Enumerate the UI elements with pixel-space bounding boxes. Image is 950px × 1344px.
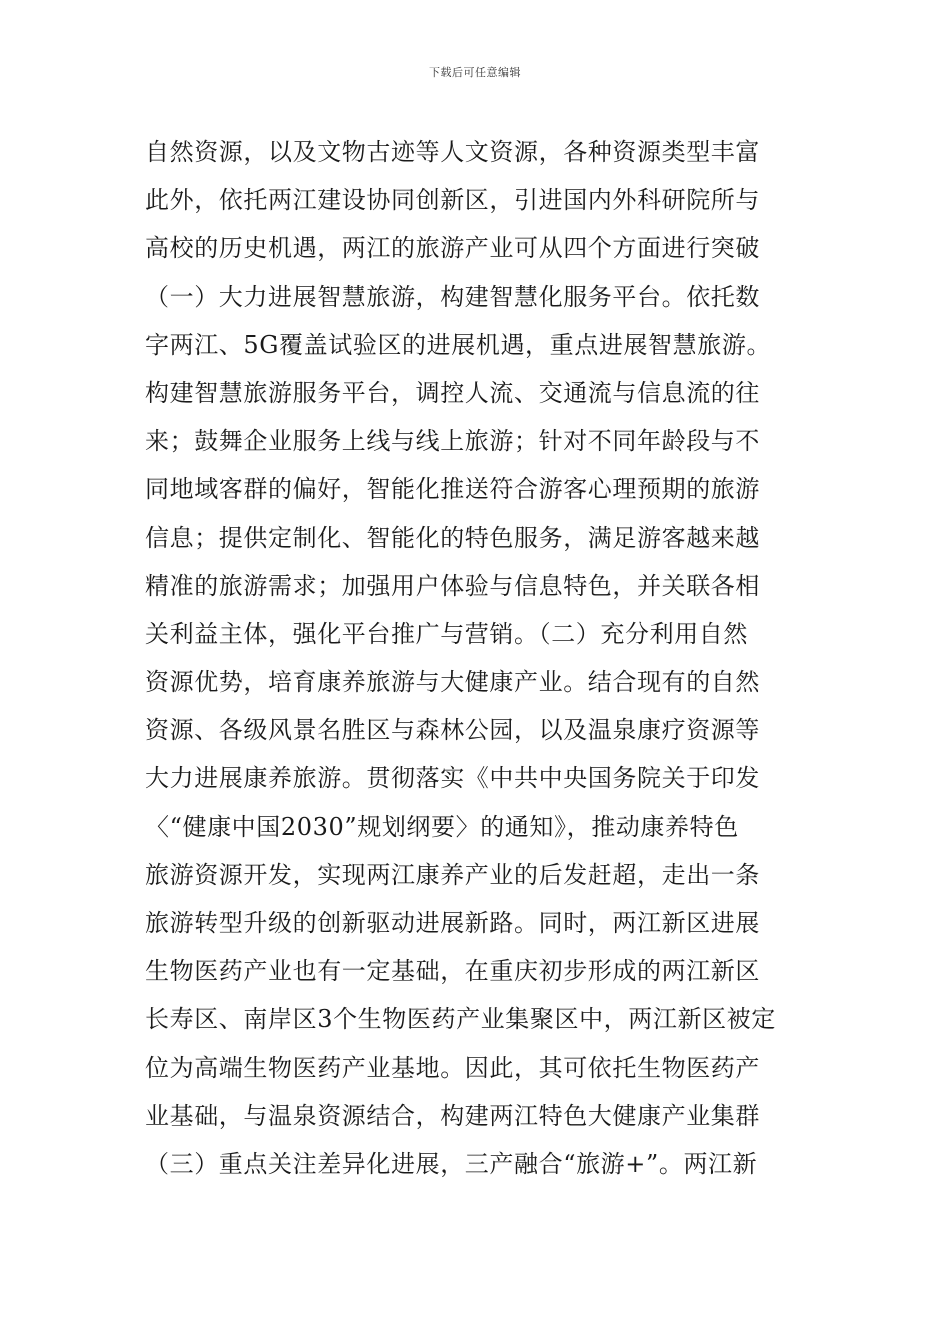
text-line: 关利益主体，强化平台推广与营销。（二）充分利用自然 — [145, 619, 748, 648]
text-line: 位为高端生物医药产业基地。因此，其可依托生物医药产 — [145, 1053, 760, 1082]
text-line: （三）重点关注差异化进展，三产融合“旅游+”。两江新 — [145, 1149, 758, 1178]
text-line: 自然资源，以及文物古迹等人文资源，各种资源类型丰富 — [145, 138, 760, 166]
text-line: 资源优势，培育康养旅游与大健康产业。结合现有的自然 — [145, 668, 760, 697]
text-line: 长寿区、南岸区3个生物医药产业集聚区中，两江新区被定 — [145, 1005, 776, 1034]
text-line: 来；鼓舞企业服务上线与线上旅游；针对不同年龄段与不 — [145, 427, 760, 456]
text-line: 高校的历史机遇，两江的旅游产业可从四个方面进行突破 — [145, 234, 760, 263]
text-line: （一）大力进展智慧旅游，构建智慧化服务平台。依托数 — [145, 282, 760, 311]
text-line: 旅游转型升级的创新驱动进展新路。同时，两江新区进展 — [145, 909, 760, 937]
text-line: 字两江、5G覆盖试验区的进展机遇，重点进展智慧旅游。 — [145, 330, 772, 359]
text-line: 同地域客群的偏好，智能化推送符合游客心理预期的旅游 — [145, 475, 760, 504]
text-line: 资源、各级风景名胜区与森林公园，以及温泉康疗资源等 — [145, 716, 760, 745]
text-line: 此外，依托两江建设协同创新区，引进国内外科研院所与 — [145, 186, 760, 215]
text-line: 信息；提供定制化、智能化的特色服务，满足游客越来越 — [145, 523, 760, 552]
text-line: 构建智慧旅游服务平台，调控人流、交通流与信息流的往 — [145, 378, 760, 407]
text-line: 业基础，与温泉资源结合，构建两江特色大健康产业集群 — [145, 1101, 760, 1130]
text-line: 精准的旅游需求；加强用户体验与信息特色，并关联各相 — [145, 571, 760, 600]
text-line: 大力进展康养旅游。贯彻落实《中共中央国务院关于印发 — [145, 764, 760, 793]
text-line: 旅游资源开发，实现两江康养产业的后发赶超，走出一条 — [145, 860, 760, 889]
document-body — [145, 128, 815, 1188]
page-header-note: 下载后可任意编辑 — [429, 66, 521, 79]
text-line: 〈“健康中国2030”规划纲要〉的通知》，推动康养特色 — [145, 812, 739, 841]
text-line: 生物医药产业也有一定基础，在重庆初步形成的两江新区 — [145, 957, 760, 986]
